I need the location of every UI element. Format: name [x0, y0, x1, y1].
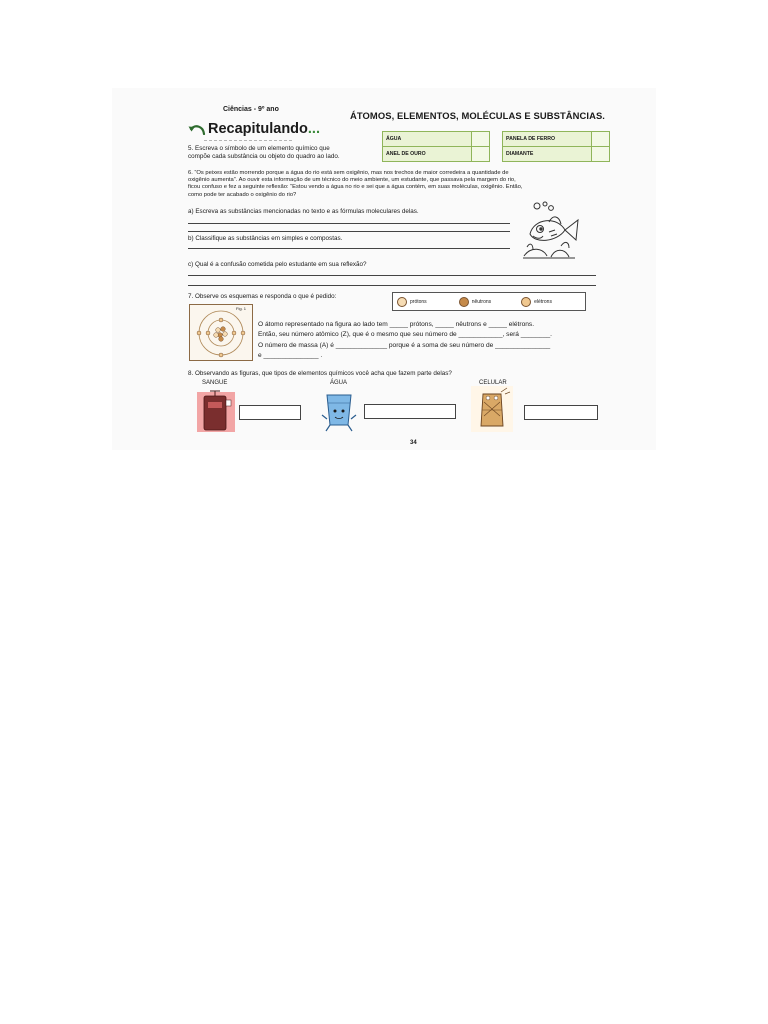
proton-dot-icon [397, 297, 407, 307]
q5-line: compõe cada substância ou objeto do quadro ao lado. [188, 152, 340, 160]
answer-box-water[interactable] [364, 404, 456, 419]
q7-line: e _______________ . [258, 351, 323, 359]
q6-line: oxigênio aumenta”. Ao ouvir esta informação de um técnico do meio ambiente, um estudante, que passava pela margem do rio, [188, 177, 516, 184]
divider [204, 140, 292, 141]
answer-line[interactable] [188, 285, 596, 286]
figure-label: Fig. 1 [236, 306, 247, 311]
answer-cell[interactable] [592, 147, 610, 162]
recap-heading [188, 121, 320, 137]
recap-label: Recapitulando [208, 121, 308, 137]
curved-arrow-icon [188, 123, 206, 135]
q7-text [258, 320, 618, 361]
q6-line: ficou confuso e fez a seguinte reflexão: “Estou vendo a água no rio e sei que a água contém, em suas moléculas, oxigênio. Então, [188, 184, 523, 191]
subject-label: Ciências - 9º ano [223, 106, 279, 113]
table-cell-label: DIAMANTE [503, 147, 592, 162]
table-cell-label: ÁGUA [383, 132, 472, 147]
worksheet-page [112, 88, 656, 450]
legend-electrons: elétrons [491, 297, 552, 307]
item-label-cellphone: CELULAR [479, 380, 507, 386]
fish-illustration [521, 200, 583, 262]
electron-dot-icon [521, 297, 531, 307]
q7-line: O átomo representado na figura ao lado tem _____ prótons, _____ nêutrons e _____ elétrons. [258, 321, 535, 328]
q7-line: O número de massa (A) é ______________ porque é a soma de seu número de _______________ [258, 341, 551, 349]
atom-figure [189, 304, 253, 361]
recap-dots: ... [307, 121, 320, 137]
legend-neutrons: nêutrons [427, 297, 491, 307]
particle-legend [392, 292, 586, 311]
q6a-text: a) Escreva as substâncias mencionadas no texto e as fórmulas moleculares delas. [188, 208, 419, 215]
atom-model-icon [190, 305, 252, 360]
answer-line[interactable] [188, 275, 596, 276]
answer-box-blood[interactable] [239, 405, 301, 420]
q6-text [188, 170, 618, 199]
blood-bag-image [196, 390, 236, 432]
table-cell-label: ANEL DE OURO [383, 147, 472, 162]
q6b-text: b) Classifique as substâncias em simples e compostas. [188, 235, 343, 242]
legend-protons: prótons [393, 297, 427, 307]
q6c-text: c) Qual é a confusão cometida pelo estudante em sua reflexão? [188, 261, 367, 268]
q7-line: Então, seu número atômico (Z), que é o mesmo que seu número de ____________, será ________. [258, 331, 552, 339]
q6-line: como pode ter acabado o oxigênio do rio? [188, 191, 297, 198]
q8-prompt: 8. Observando as figuras, que tipos de elementos químicos você acha que fazem parte delas? [188, 370, 452, 377]
answer-line[interactable] [188, 248, 510, 249]
q5-table [382, 131, 610, 162]
q5-line: 5. Escreva o símbolo de um elemento químico que [188, 145, 330, 152]
worksheet-title: ÁTOMOS, ELEMENTOS, MOLÉCULAS E SUBSTÂNCIAS. [350, 110, 606, 121]
item-label-water: ÁGUA [330, 380, 348, 386]
answer-cell[interactable] [472, 132, 490, 147]
answer-line[interactable] [188, 231, 510, 232]
q6-line: 6. “Os peixes estão morrendo porque a água do rio está sem oxigênio, mas nos trechos de maior corredeira a quantidade de [188, 170, 509, 176]
neutron-dot-icon [459, 297, 469, 307]
q5-text [188, 145, 403, 160]
answer-cell[interactable] [472, 147, 490, 162]
answer-line[interactable] [188, 223, 510, 224]
item-label-blood: SANGUE [202, 380, 228, 386]
answer-box-cellphone[interactable] [524, 405, 598, 420]
page-number: 34 [410, 440, 417, 446]
q7-prompt: 7. Observe os esquemas e responda o que é pedido: [188, 293, 337, 300]
cellphone-image [471, 386, 513, 432]
water-glass-image [321, 391, 357, 433]
table-cell-label: PANELA DE FERRO [503, 132, 592, 147]
answer-cell[interactable] [592, 132, 610, 147]
